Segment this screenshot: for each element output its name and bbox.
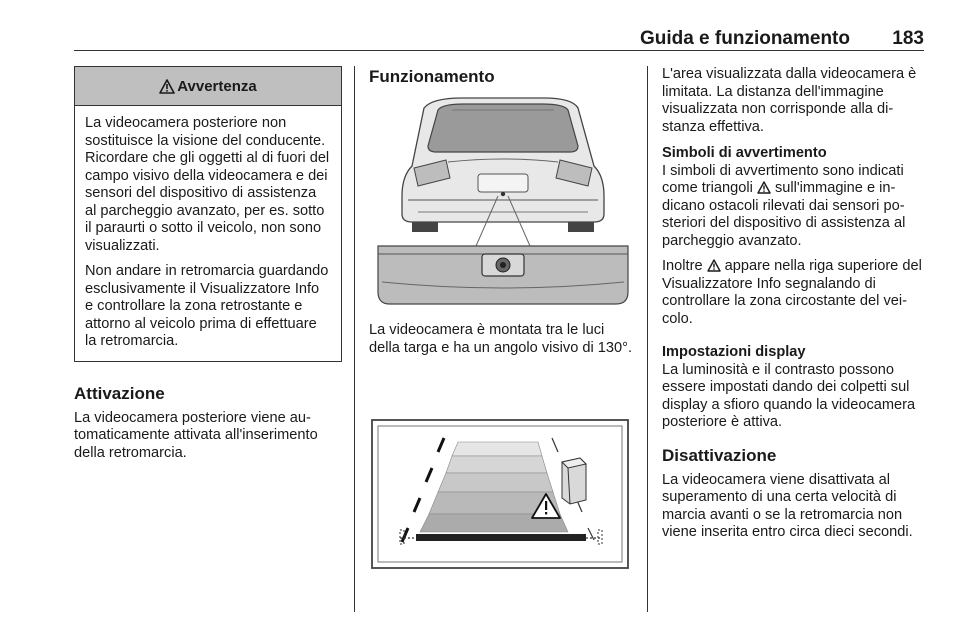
column-divider bbox=[647, 66, 648, 612]
warning-title: Avvertenza bbox=[177, 77, 257, 95]
funzionamento-text: La videocamera è montata tra le luci della targa e ha un angolo visivo di 130°. bbox=[369, 322, 633, 356]
page-number: 183 bbox=[892, 28, 924, 49]
warning-paragraph: La videocamera posteriore non sostituisce la visione del conducente. Ricordare che gli oggetti al di fuori del campo visivo della videocamera e dei sensori del dispositivo di assistenza al parcheggio avanzato, per es. sotto il paraurti o sotto il veicolo, non sono visualizzati. bbox=[85, 115, 330, 254]
warning-header bbox=[75, 67, 341, 106]
attivazione-text: La videocamera posteriore viene automaticamente attivata all'inserimento della retromarcia. bbox=[74, 409, 318, 461]
simboli-heading: Simboli di avvertimento bbox=[662, 145, 827, 161]
column-middle bbox=[369, 66, 633, 87]
inoltre-text-part: appare nella riga superiore del Visualizzatore Info segnalando di controllare la zona circostante del veicolo. bbox=[662, 258, 922, 327]
column-left bbox=[74, 66, 342, 462]
warning-triangle-icon bbox=[159, 79, 175, 94]
funzionamento-heading: Funzionamento bbox=[369, 67, 495, 86]
warning-paragraph: Non andare in retromarcia guardando esclusivamente il Visualizzatore Info e controllare la zona retrostante e attorno al veicolo prima di effettuare la retromarcia. bbox=[85, 263, 329, 349]
disattivazione-heading: Disattivazione bbox=[662, 445, 777, 465]
rear-camera-display-illustration bbox=[366, 380, 632, 596]
column-divider bbox=[354, 66, 355, 612]
simboli-text-part: sull'immagine e indicano ostacoli rilevati dai sensori posteriori del dispositivo di assistenza al parcheggio avanzato. bbox=[662, 180, 906, 249]
page-header bbox=[74, 28, 924, 51]
section-title: Guida e funzionamento bbox=[639, 28, 850, 49]
car-rear-camera-illustration bbox=[372, 96, 634, 310]
warning-triangle-icon bbox=[707, 259, 721, 272]
simboli-text-part: I simboli di avvertimento sono indicati come triangoli bbox=[662, 162, 904, 196]
disattivazione-text: La videocamera viene disattivata al superamento di una certa velocità di marcia avanti o se la retromarcia non viene inserita entro circa dieci secondi. bbox=[662, 471, 913, 540]
column-right bbox=[662, 66, 924, 542]
attivazione-heading: Attivazione bbox=[74, 383, 165, 403]
warning-triangle-icon bbox=[757, 181, 771, 194]
impostazioni-text: La luminosità e il contrasto possono essere impostati dando dei colpetti sul display a sfioro quando la videocamera posteriore è attiva. bbox=[662, 361, 916, 430]
simboli-text bbox=[662, 163, 924, 251]
inoltre-text-part: Inoltre bbox=[662, 258, 707, 274]
inoltre-text bbox=[662, 258, 924, 328]
impostazioni-heading: Impostazioni display bbox=[662, 344, 806, 360]
area-text: L'area visualizzata dalla videocamera è limitata. La distanza dell'immagine visualizzata non corrisponde alla distanza effettiva. bbox=[662, 66, 917, 135]
warning-box bbox=[74, 66, 342, 362]
